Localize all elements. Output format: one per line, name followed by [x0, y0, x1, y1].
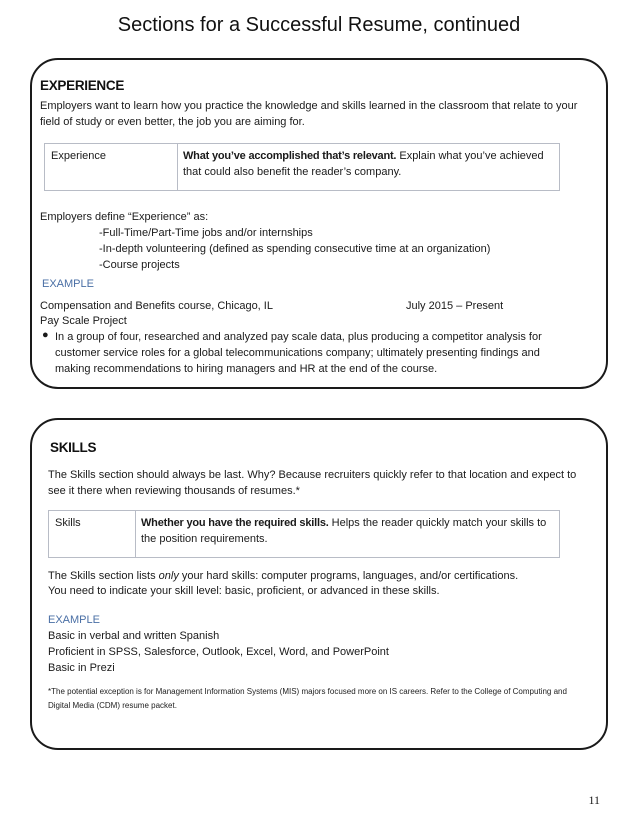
experience-define-item: -Course projects [99, 259, 180, 271]
page-title: Sections for a Successful Resume, continued [117, 14, 521, 36]
skills-table-definition [141, 515, 553, 547]
skills-example-line: Proficient in SPSS, Salesforce, Outlook, Excel, Word, and PowerPoint [48, 646, 389, 658]
bullet-icon: ● [42, 329, 49, 341]
experience-intro: Employers want to learn how you practice the knowledge and skills learned in the classroom that relate to your field of study or even better, the job you are aiming for. [40, 100, 578, 128]
experience-table-label: Experience [51, 150, 107, 162]
skills-example-label: EXAMPLE [48, 614, 100, 626]
skills-example-line: Basic in Prezi [48, 662, 115, 674]
page-number: 11 [588, 793, 600, 807]
experience-heading: EXPERIENCE [40, 78, 125, 93]
experience-define-item: -In-depth volunteering (defined as spending consecutive time at an organization) [99, 243, 491, 255]
skills-lists-text: The Skills section lists only your hard skills: computer programs, languages, and/or certifications. [48, 570, 519, 582]
experience-example-project: Pay Scale Project [40, 315, 127, 327]
experience-table-bold: What you’ve accomplished that’s relevant. [183, 150, 397, 162]
experience-define-intro: Employers define “Experience” as: [40, 211, 209, 223]
skills-intro: The Skills section should always be last. Why? Because recruiters quickly refer to that location and expect to see it there when reviewing thousands of resumes.* [48, 469, 577, 497]
skills-table-desc: Helps the reader quickly match your skills to the position requirements. [141, 517, 547, 545]
skills-table [48, 510, 560, 558]
skills-heading: SKILLS [50, 440, 97, 455]
experience-example-date: July 2015 – Present [406, 300, 504, 312]
experience-table-definition [183, 148, 553, 180]
skills-table-label: Skills [55, 517, 81, 529]
skills-example-line: Basic in verbal and written Spanish [48, 630, 220, 642]
skills-footnote: *The potential exception is for Management Information Systems (MIS) majors focused more on IS careers. Refer to the College of Computing and Digital Media (CDM) resume packet. [48, 687, 567, 710]
skills-indicate-text: You need to indicate your skill level: basic, proficient, or advanced in these skills. [48, 585, 440, 597]
skills-lists-only: only [158, 570, 179, 582]
skills-table-bold: Whether you have the required skills. [141, 517, 329, 529]
experience-example-label: EXAMPLE [42, 278, 94, 290]
experience-define-item: -Full-Time/Part-Time jobs and/or internships [99, 227, 313, 239]
experience-example-bullet: In a group of four, researched and analyzed pay scale data, plus producing a competitor analysis for customer service roles for a global telecommunications company; ultimately presenting findings and making recommendations to hiring managers and HR at the end of the course. [55, 331, 542, 375]
experience-example-org: Compensation and Benefits course, Chicago, IL [40, 300, 273, 312]
experience-table [44, 143, 560, 191]
experience-table-desc: Explain what you’ve achieved that could also benefit the reader’s company. [183, 150, 544, 178]
